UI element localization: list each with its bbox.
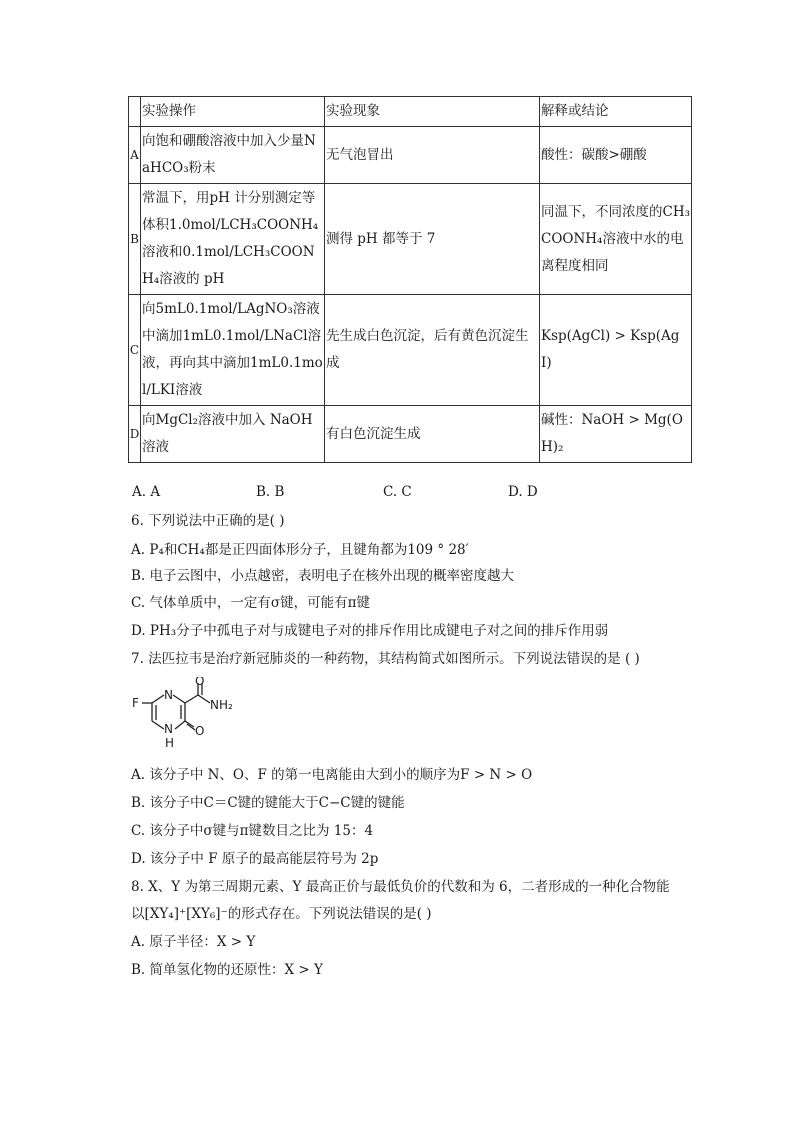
operation-cell: 常温下，用pH 计分别测定等体积1.0mol/LCH₃COONH₄溶液和0.1mol/LCH₃COONH₄溶液的 pH [141, 184, 325, 295]
table-header-row [129, 97, 692, 127]
favipiravir-structure [130, 677, 250, 755]
q7-option-d[interactable]: D. 该分子中 F 原子的最高能层符号为 2p [131, 851, 379, 867]
q6-option-b[interactable]: B. 电子云图中，小点越密，表明电子在核外出现的概率密度越大 [131, 568, 515, 584]
operation-cell: 向饱和硼酸溶液中加入少量NaHCO₃粉末 [141, 127, 325, 184]
row-label: B [129, 184, 141, 295]
atom-f: F [132, 696, 139, 710]
row-label: D [129, 406, 141, 463]
atom-n1: N [164, 688, 173, 702]
atom-o1: O [195, 677, 205, 688]
option-b[interactable]: B. B [256, 484, 285, 500]
operation-cell: 向5mL0.1mol/LAgNO₃溶液中滴加1mL0.1mol/LNaCl溶液，再向其中滴加1mL0.1mol/LKI溶液 [141, 295, 325, 406]
q8-option-a[interactable]: A. 原子半径：X > Y [131, 934, 256, 950]
q7-option-c[interactable]: C. 该分子中σ键与π键数目之比为 15：4 [131, 823, 374, 839]
phenomenon-cell: 无气泡冒出 [325, 127, 540, 184]
row-label: A [129, 127, 141, 184]
q6-option-d[interactable]: D. PH₃分子中孤电子对与成键电子对的排斥作用比成键电子对之间的排斥作用弱 [131, 623, 609, 639]
conclusion-cell: 碱性：NaOH > Mg(OH)₂ [540, 406, 692, 463]
row-label: C [129, 295, 141, 406]
phenomenon-cell: 有白色沉淀生成 [325, 406, 540, 463]
experiment-table [128, 96, 692, 463]
conclusion-cell: 同温下，不同浓度的CH₃COONH₄溶液中水的电离程度相同 [540, 184, 692, 295]
option-c[interactable]: C. C [383, 484, 412, 500]
q7-stem: 7. 法匹拉韦是治疗新冠肺炎的一种药物，其结构简式如图所示。下列说法错误的是 ( ) [131, 651, 640, 667]
q6-option-c[interactable]: C. 气体单质中，一定有σ键，可能有π键 [131, 595, 371, 611]
table-header-cell: 解释或结论 [540, 97, 692, 127]
table-row [129, 184, 692, 295]
atom-nh2: NH₂ [210, 698, 233, 712]
q6-option-a[interactable]: A. P₄和CH₄都是正四面体形分子，且键角都为109 ° 28′ [131, 542, 469, 558]
table-header-cell [129, 97, 141, 127]
q6-stem: 6. 下列说法中正确的是( ) [131, 513, 285, 529]
table-row [129, 127, 692, 184]
table-row [129, 295, 692, 406]
q7-option-b[interactable]: B. 该分子中C＝C键的键能大于C−C键的键能 [131, 795, 405, 811]
option-a[interactable]: A. A [132, 484, 161, 500]
atom-n2: N [164, 722, 173, 736]
q8-stem-line2: 以[XY₄]⁺[XY₆]⁻的形式存在。下列说法错误的是( ) [131, 906, 432, 922]
conclusion-cell: 酸性：碳酸>硼酸 [540, 127, 692, 184]
q7-option-a[interactable]: A. 该分子中 N、O、F 的第一电离能由大到小的顺序为F > N > O [131, 767, 533, 783]
q8-stem-line1: 8. X、Y 为第三周期元素、Y 最高正价与最低负价的代数和为 6，二者形成的一种化合物能 [131, 879, 670, 895]
option-d[interactable]: D. D [508, 484, 538, 500]
atom-h: H [165, 736, 175, 750]
conclusion-cell: Ksp(AgCl) > Ksp(AgI) [540, 295, 692, 406]
table-row [129, 406, 692, 463]
phenomenon-cell: 先生成白色沉淀，后有黄色沉淀生成 [325, 295, 540, 406]
operation-cell: 向MgCl₂溶液中加入 NaOH 溶液 [141, 406, 325, 463]
q8-option-b[interactable]: B. 简单氢化物的还原性：X > Y [131, 962, 323, 978]
phenomenon-cell: 测得 pH 都等于 7 [325, 184, 540, 295]
table-header-cell: 实验现象 [325, 97, 540, 127]
atom-o2: O [195, 724, 205, 738]
table-header-cell: 实验操作 [141, 97, 325, 127]
